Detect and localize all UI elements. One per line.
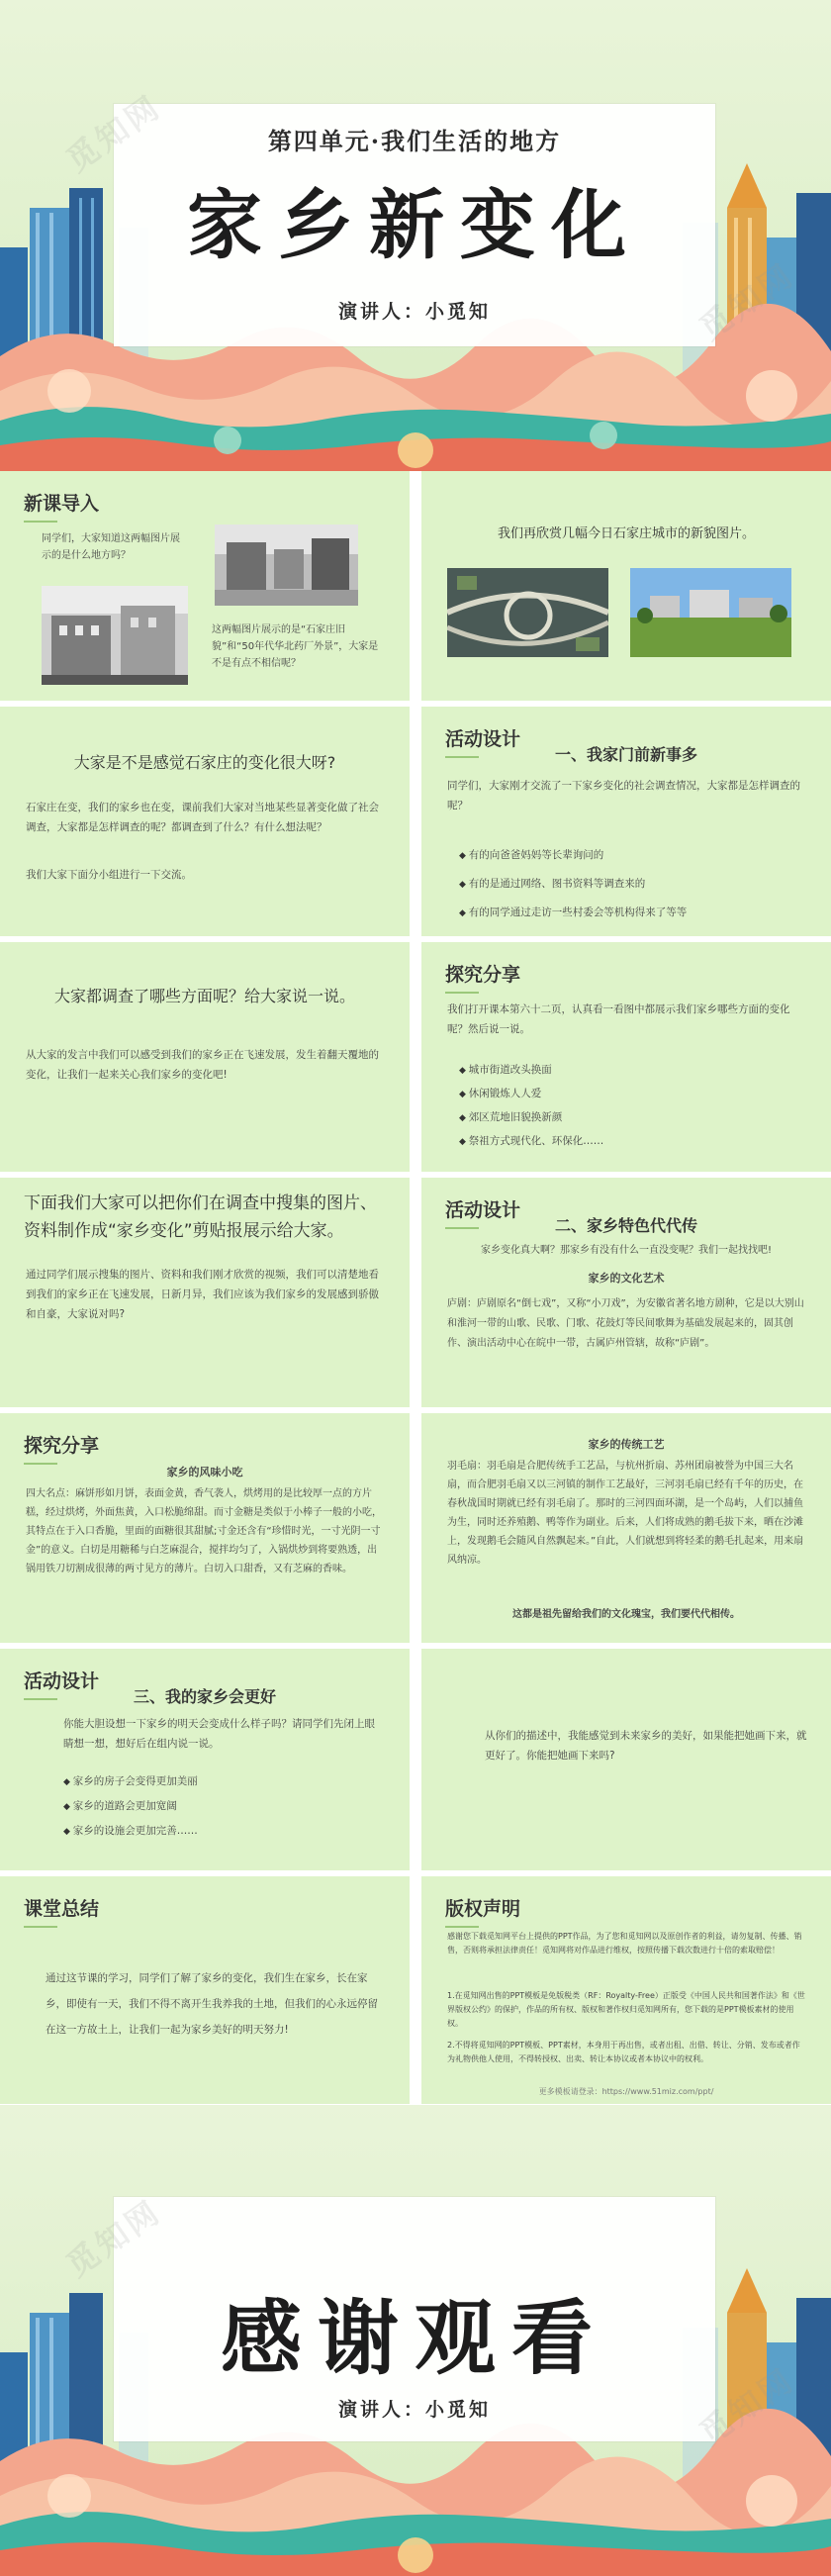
survey-paragraph: 从大家的发言中我们可以感受到我们的家乡正在飞速发展，发生着翻天覆地的变化，让我们一起来关心我们家乡的变化吧! — [26, 1049, 379, 1081]
list-item: ◆ 家乡的道路会更加宽阔 — [63, 1794, 386, 1819]
slide-explore-share-1 — [421, 942, 831, 1172]
explore-bullets — [459, 1059, 807, 1154]
imagine-paragraph: 从你们的描述中，我能感觉到未来家乡的美好，如果能把她画下来，就更好了。你能把她画下来吗? — [485, 1730, 807, 1762]
presenter-name: 演讲人：小觅知 — [337, 301, 491, 323]
group-instruction: 我们大家下面分小组进行一下交流。 — [26, 869, 192, 881]
intro-text: 同学们，大家知道这两幅图片展示的是什么地方吗？ — [42, 533, 180, 561]
ending-slide — [0, 2105, 831, 2576]
list-item: ◆ 城市街道改头换面 — [459, 1059, 807, 1083]
slide-heading: 版权声明 — [445, 1894, 520, 1928]
slide-heading: 探究分享 — [24, 1431, 99, 1465]
thanks-title: 感谢观看 — [220, 2291, 608, 2386]
summary-paragraph: 通过这节课的学习，同学们了解了家乡的变化，我们生在家乡，长在家乡，即使有一天，我们不得不离开生我养我的土地，但我们的心永远停留在这一方故土上，让我们一起为家乡美好的明天努力! — [46, 1972, 378, 2036]
list-item: ◆ 有的向爸爸妈妈等长辈询问的 — [459, 841, 807, 870]
slide-title: 下面我们大家可以把你们在调查中搜集的图片、资料制作成“家乡变化”剪贴报展示给大家。 — [24, 1193, 377, 1241]
slide-heading: 探究分享 — [445, 960, 520, 994]
explore-paragraph: 我们打开课本第六十二页，认真看一看图中都展示我们家乡哪些方面的变化呢？然后说一说。 — [447, 1003, 790, 1035]
craft-emphasis: 这都是祖先留给我们的文化瑰宝，我们要代代相传。 — [512, 1609, 740, 1620]
list-item: ◆ 休闲锻炼人人爱 — [459, 1083, 807, 1106]
slide-change-question — [0, 707, 410, 936]
list-item: ◆ 祭祖方式现代化、环保化…… — [459, 1130, 807, 1154]
slide-heading: 新课导入 — [24, 489, 99, 523]
slide-copyright — [421, 1876, 831, 2104]
activity-subtitle: 三、我的家乡会更好 — [133, 1687, 276, 1706]
old-photo-street — [215, 525, 358, 606]
copyright-clause-1: 1.在觅知网出售的PPT模板是免版税类（RF：Royalty-Free）正版受《中国人民共和国著作法》和《世界版权公约》的保护，作品的所有权、版权和著作权归觅知网所有，您下载的是PPT模板素材的使用权。 — [447, 1991, 805, 2028]
activity-bullets — [63, 1769, 386, 1844]
activity-subtitle: 二、家乡特色代代传 — [554, 1216, 697, 1235]
slide-heading: 活动设计 — [24, 1667, 99, 1700]
aerial-interchange-photo — [447, 568, 608, 657]
city-park-photo — [630, 568, 791, 657]
list-item: ◆ 郊区荒地旧貌换新颜 — [459, 1106, 807, 1130]
slide-activity-2 — [421, 1178, 831, 1407]
activity-paragraph: 你能大胆设想一下家乡的明天会变成什么样子吗？请同学们先闭上眼睛想一想，想好后在组内说一说。 — [63, 1718, 375, 1750]
main-title: 家乡新变化 — [187, 181, 642, 269]
cover-slide — [0, 0, 831, 471]
section-title: 家乡的风味小吃 — [166, 1466, 243, 1479]
ending-title-box — [114, 2197, 715, 2441]
opera-paragraph: 庐剧：庐剧原名“倒七戏”，又称“小刀戏”，为安徽省著名地方剧种，它是以大别山和淮河一带的山歌、民歌、门歌、花鼓灯等民间歌舞为基础发展起来的，固其创作、演出活动中心在皖中一带，古属庐州管辖，故称“庐剧”。 — [447, 1298, 804, 1349]
slide-summary — [0, 1876, 410, 2104]
list-item: ◆ 家乡的房子会变得更加美丽 — [63, 1769, 386, 1794]
list-item: ◆ 有的是通过网络、图书资料等调查来的 — [459, 870, 807, 899]
slide-new-look — [421, 471, 831, 701]
copyright-intro: 感谢您下载觅知网平台上提供的PPT作品，为了您和觅知网以及原创作者的利益，请勿复制、传播、销售，否则将承担法律责任！觅知网将对作品进行维权，按照传播下载次数进行十倍的索取赔偿！ — [447, 1932, 802, 1955]
slide-survey-aspects — [0, 942, 410, 1172]
slide-title: 大家都调查了哪些方面呢？给大家说一说。 — [53, 987, 355, 1005]
presenter-name: 演讲人：小觅知 — [337, 2399, 491, 2421]
slide-clipping-newspaper — [0, 1178, 410, 1407]
photo-caption: 这两幅图片展示的是“石家庄旧貌”和“50年代华北药厂外景”，大家是不是有点不相信呢？ — [212, 624, 379, 669]
old-photo-factory — [42, 586, 188, 685]
unit-title: 第四单元·我们生活的地方 — [267, 127, 562, 155]
snack-paragraph: 四大名点：麻饼形如月饼，表面金黄，香气袭人，烘烤用的是比较厚一点的方片糕，经过烘烤，外面焦黄，入口松脆绵甜。而寸金糖是类似于小棒子一般的小吃，其特点在于入口香脆，里面的面糖很其甜腻;寸金还含有“珍惜时光，一寸光阴一寸金”的意义。白切是用糖稀与白芝麻混合，搅拌均匀了，入锅烘炒到将要熟透，出锅用铁刀切割成很薄的两寸见方的薄片。白切入口甜香，又有芝麻的香味。 — [26, 1488, 382, 1574]
slide-heading: 课堂总结 — [24, 1894, 99, 1928]
slide-activity-1 — [421, 707, 831, 936]
section-title: 家乡的传统工艺 — [588, 1438, 665, 1451]
slide-title: 大家是不是感觉石家庄的变化很大呀? — [73, 753, 336, 772]
slide-imagine-future — [421, 1649, 831, 1870]
clipping-paragraph: 通过同学们展示搜集的图片、资料和我们刚才欣赏的视频，我们可以清楚地看到我们的家乡正在飞速发展，日新月异，我们应该为我们家乡的发展感到骄傲和自豪，大家说对吗? — [26, 1269, 379, 1320]
slide-activity-3 — [0, 1649, 410, 1870]
craft-paragraph: 羽毛扇：羽毛扇是合肥传统手工艺品，与杭州折扇、苏州团扇被誉为中国三大名扇，而合肥羽毛扇又以三河镇的制作工艺最好，三河羽毛扇已经有千年的历史，在春秋战国时期就已经有羽毛扇了。那时的三河四面环湖，是一个岛屿，人们以捕鱼为生，同时还养殖鹅、鸭等作为副业。后来，人们将成熟的鹅毛拔下来，晒在沙滩上，发现鹅毛会随风自然飘起来。”自此，人们就想到将轻柔的鹅毛扎起来，用来扇风纳凉。 — [447, 1461, 804, 1566]
slide-traditional-craft — [421, 1413, 831, 1643]
activity-intro: 家乡变化真大啊？那家乡有没有什么一直没变呢？我们一起找找吧! — [480, 1245, 772, 1256]
activity-bullets — [459, 841, 807, 927]
copyright-clause-2: 2.不得将觅知网的PPT模板、PPT素材，本身用于再出售，或者出租、出借、转让、分销、发布或者作为礼物供他人使用，不得转授权、出卖、转让本协议或者本协议中的权利。 — [447, 2041, 800, 2063]
list-item: ◆ 有的同学通过走访一些村委会等机构得来了等等 — [459, 899, 807, 927]
slide-heading: 活动设计 — [445, 724, 520, 758]
slide-explore-share-2 — [0, 1413, 410, 1643]
activity-paragraph: 同学们，大家刚才交流了一下家乡变化的社会调查情况，大家都是怎样调查的呢？ — [447, 780, 800, 811]
question-paragraph: 石家庄在变，我们的家乡也在变，课前我们大家对当地某些显著变化做了社会调查，大家都是怎样调查的呢？都调查到了什么？有什么想法呢？ — [26, 802, 379, 833]
slide-title: 我们再欣赏几幅今日石家庄城市的新貌图片。 — [497, 526, 755, 541]
activity-subtitle: 一、我家门前新事多 — [554, 745, 697, 764]
list-item: ◆ 家乡的设施会更加完善…… — [63, 1819, 386, 1844]
slide-heading: 活动设计 — [445, 1195, 520, 1229]
template-link[interactable]: 更多模板请登录：https://www.51miz.com/ppt/ — [538, 2087, 714, 2096]
slide-new-lesson — [0, 471, 410, 701]
cover-title-box — [114, 104, 715, 346]
section-title: 家乡的文化艺术 — [588, 1272, 665, 1285]
